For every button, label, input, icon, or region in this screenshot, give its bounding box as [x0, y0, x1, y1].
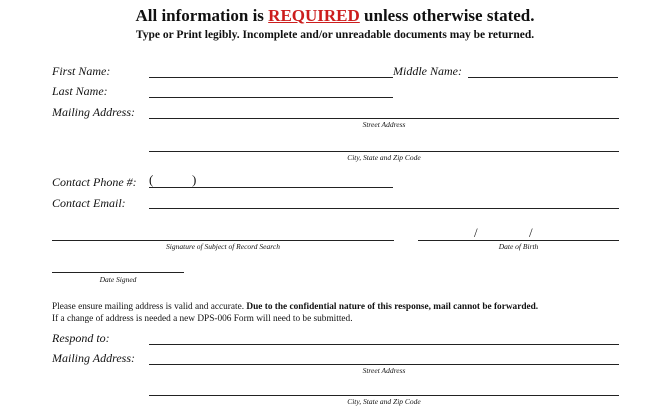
dob-slash-2: / [529, 225, 533, 240]
city-state-zip-caption: City, State and Zip Code [347, 153, 421, 162]
contact-email-field[interactable] [149, 208, 619, 209]
signature-caption: Signature of Subject of Record Search [166, 242, 280, 251]
last-name-label: Last Name: [52, 84, 108, 98]
mailing-address-label: Mailing Address: [52, 105, 135, 119]
respond-mailing-address-label: Mailing Address: [52, 351, 135, 365]
mailing-notice [52, 302, 652, 312]
mailing-notice-warning: Due to the confidential nature of this response, mail cannot be forwarded. [246, 302, 539, 312]
form-instructions: Type or Print legibly. Incomplete and/or unreadable documents may be returned. [135, 29, 535, 41]
dob-slash-1: / [474, 225, 478, 240]
respond-street-address-field[interactable] [149, 364, 619, 365]
phone-area-close: ) [192, 172, 197, 187]
address-change-notice: If a change of address is needed a new DPS-006 Form will need to be submitted. [52, 314, 353, 324]
signature-field[interactable] [52, 240, 394, 241]
form-heading [0, 6, 670, 26]
phone-area-open: ( [149, 172, 154, 187]
respond-street-address-caption: Street Address [362, 366, 406, 375]
respond-to-field[interactable] [149, 344, 619, 345]
last-name-field[interactable] [149, 97, 393, 98]
contact-phone-label: Contact Phone #: [52, 175, 137, 189]
first-name-label: First Name: [52, 64, 111, 78]
first-name-field[interactable] [149, 77, 393, 78]
mailing-notice-text: Please ensure mailing address is valid and accurate. [52, 302, 247, 312]
middle-name-label: Middle Name: [393, 64, 462, 78]
date-signed-caption: Date Signed [99, 275, 137, 284]
street-address-field[interactable] [149, 118, 619, 119]
date-signed-field[interactable] [52, 272, 184, 273]
required-word: REQUIRED [268, 6, 360, 25]
contact-phone-field[interactable] [149, 187, 393, 188]
heading-text-start: All information is [135, 6, 269, 25]
respond-to-label: Respond to: [52, 331, 110, 345]
date-of-birth-field[interactable] [418, 240, 619, 241]
city-state-zip-field[interactable] [149, 151, 619, 152]
street-address-caption: Street Address [362, 120, 406, 129]
date-of-birth-caption: Date of Birth [498, 242, 539, 251]
contact-email-label: Contact Email: [52, 196, 126, 210]
middle-name-field[interactable] [468, 77, 618, 78]
respond-city-state-zip-field[interactable] [149, 395, 619, 396]
respond-city-state-zip-caption: City, State and Zip Code [347, 397, 421, 406]
heading-text-end: unless otherwise stated. [359, 6, 535, 25]
